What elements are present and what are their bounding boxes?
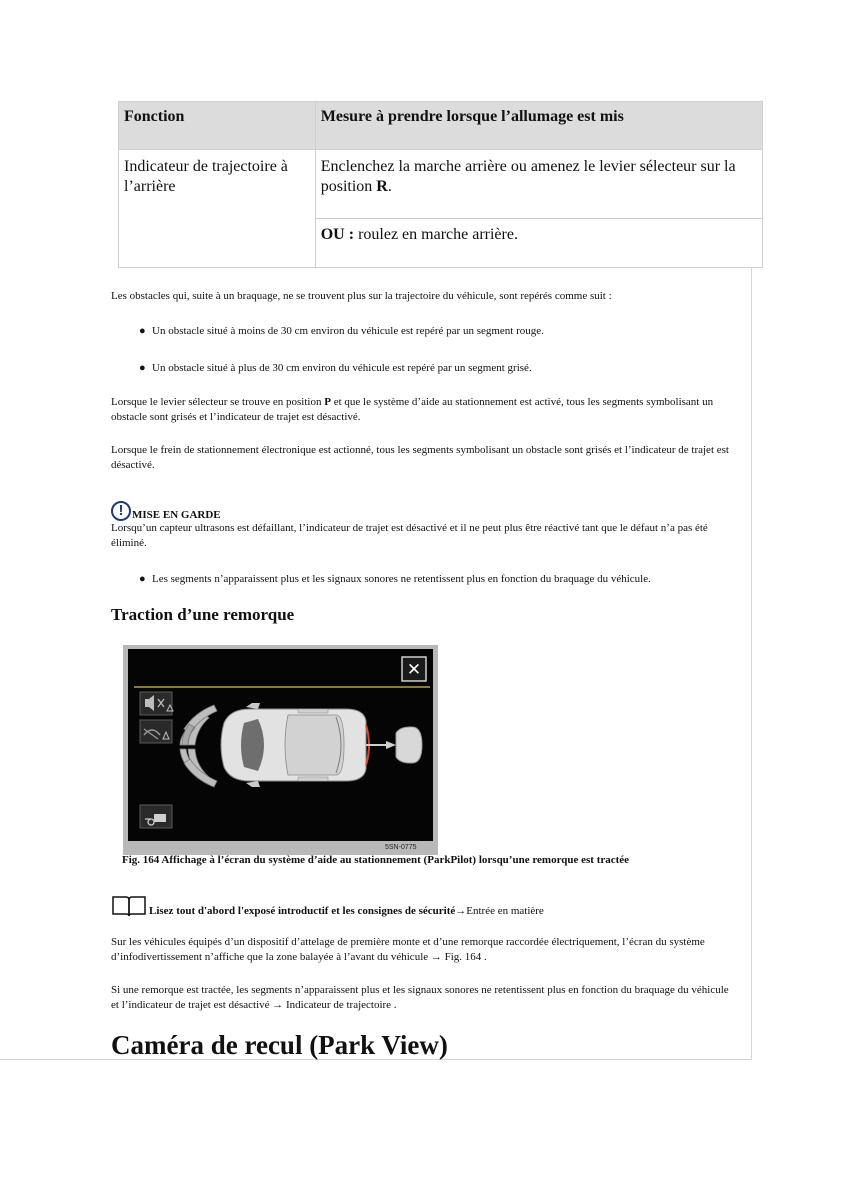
- list-item: Un obstacle situé à moins de 30 cm environ du véhicule est repéré par un segment rouge.: [152, 325, 544, 337]
- sound-mute-icon: [140, 692, 173, 715]
- function-table: [118, 101, 763, 268]
- figure-code: 5SN-0775: [385, 844, 417, 851]
- close-icon: ✕: [406, 660, 422, 680]
- car-top-view: [221, 703, 369, 787]
- warning-heading: [111, 497, 221, 521]
- trailer-mode-icon: [140, 805, 172, 828]
- sensor-off-icon: [140, 720, 172, 743]
- read-first-bold: Lisez tout d'abord l'exposé introductif et les consignes de sécurité: [149, 905, 456, 917]
- table-cell-function: Indicateur de trajectoire à l’arrière: [119, 150, 316, 268]
- table-cell-measure-2: OU : roulez en marche arrière.: [315, 219, 762, 268]
- warning-title: MISE EN GARDE: [132, 509, 221, 521]
- paragraph-frein: Lorsque le frein de stationnement électronique est actionné, tous les segments symbolisant un obstacle sont grisés et l’indicateur de trajet est désactivé.: [111, 444, 729, 471]
- bullet-dot-icon: ●: [139, 325, 146, 337]
- table-header-measure: Mesure à prendre lorsque l’allumage est mis: [315, 102, 762, 150]
- infotainment-screen: [128, 649, 433, 841]
- paragraph-attelage: Sur les véhicules équipés d’un dispositif d’attelage de première monte et d’une remorque raccordée électriquement, l’écran du système d’infodivertissement n’affiche que la zone balayée à l’avant du véhicule → Fig. 164 .: [111, 936, 705, 963]
- table-header-function: Fonction: [119, 102, 316, 150]
- main-title: Caméra de recul (Park View): [111, 1030, 448, 1060]
- figure-caption: Fig. 164 Affichage à l’écran du système d’aide au stationnement (ParkPilot) lorsqu’une remorque est tractée: [122, 854, 630, 866]
- read-first-line: [111, 893, 544, 917]
- trailer-top-view: [366, 727, 422, 763]
- paragraph-position-p: Lorsque le levier sélecteur se trouve en position P et que le système d’aide au stationnement est activé, tous les segments symbolisant un obstacle sont grisés et l’indicateur de trajet est désactivé.: [111, 396, 714, 423]
- intro-paragraph: Les obstacles qui, suite à un braquage, ne se trouvent plus sur la trajectoire du véhicule, sont repérés comme suit :: [111, 290, 612, 302]
- warning-exclamation-icon: !: [111, 501, 131, 521]
- paragraph-remorque: Si une remorque est tractée, les segments n’apparaissent plus et les signaux sonores ne retentissent plus en fonction du braquage du véhicule et l’indicateur de trajet est désactivé → Indicateur de trajectoire .: [111, 984, 729, 1011]
- warning-text: Lorsqu’un capteur ultrasons est défaillant, l’indicateur de trajet est désactivé et il ne peut plus être réactivé tant que le défaut n’a pas été éliminé.: [111, 522, 708, 549]
- front-sensor-segments: [180, 705, 217, 787]
- bullet-dot-icon: ●: [139, 362, 146, 374]
- bullet-dot-icon: ●: [139, 573, 146, 585]
- warning-list-item: Les segments n’apparaissent plus et les signaux sonores ne retentissent plus en fonction du braquage du véhicule.: [152, 573, 651, 585]
- page-frame-right: [751, 268, 752, 1060]
- list-item: Un obstacle situé à plus de 30 cm environ du véhicule est repéré par un segment grisé.: [152, 362, 532, 374]
- table-cell-measure-1: Enclenchez la marche arrière ou amenez le levier sélecteur sur la position R.: [315, 150, 762, 219]
- parkpilot-figure: [123, 645, 438, 855]
- section-title: Traction d’une remorque: [111, 605, 295, 624]
- read-first-link[interactable]: →Entrée en matière: [455, 905, 544, 917]
- parkpilot-display: [128, 649, 433, 841]
- open-book-icon: [111, 895, 147, 917]
- close-button: [402, 657, 426, 681]
